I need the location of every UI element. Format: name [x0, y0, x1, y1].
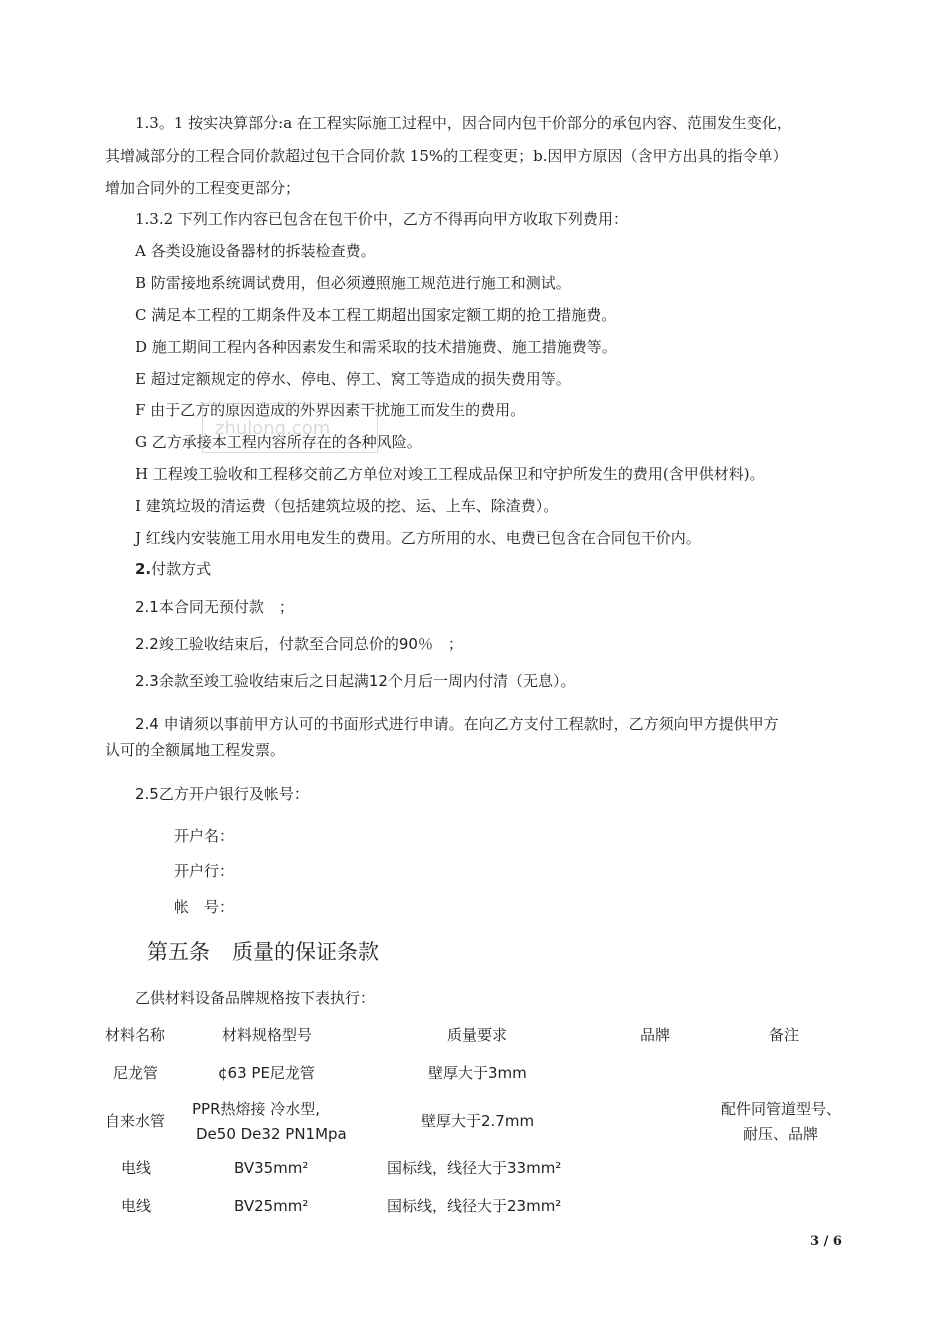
table-header-spec: 材料规格型号 [222, 1026, 313, 1044]
section-5-number: 第五条 [147, 940, 210, 964]
payment-2-3: 2.3余款至竣工验收结束后之日起满12个月后一周内付清（无息）。 [135, 672, 576, 690]
item-a: A 各类设施设备器材的拆装检查费。 [135, 242, 376, 260]
clause-1-3-1-line-3: 增加合同外的工程变更部分； [105, 179, 301, 197]
item-c: C 满足本工程的工期条件及本工程工期超出国家定额工期的抢工措施费。 [135, 306, 617, 324]
table-row-2-spec-line-1: PPR热熔接 冷水型, [192, 1100, 321, 1118]
table-header-name: 材料名称 [105, 1026, 166, 1044]
item-i: I 建筑垃圾的清运费（包括建筑垃圾的挖、运、上车、除渣费）。 [135, 497, 559, 515]
clause-1-3-1-line-2: 其增减部分的工程合同价款超过包干合同价款 15%的工程变更；b.因甲方原因（含甲方出具的指令单） [105, 147, 788, 165]
table-header-brand: 品牌 [640, 1026, 671, 1044]
account-bank-label: 开户行： [174, 862, 235, 880]
payment-2-4-line-2: 认可的全额属地工程发票。 [105, 741, 286, 759]
table-row-3-name: 电线 [121, 1159, 152, 1177]
item-h: H 工程竣工验收和工程移交前乙方单位对竣工工程成品保卫和守护所发生的费用(含甲供材料)。 [135, 465, 765, 483]
table-row-3-quality: 国标线，线径大于33mm² [387, 1159, 562, 1177]
table-row-1-name: 尼龙管 [113, 1064, 159, 1082]
clause-1-3-1-line-1: 1.3。1 按实决算部分:a 在工程实际施工过程中，因合同内包干价部分的承包内容、范围发生变化， [135, 114, 792, 132]
table-row-2-spec-line-2: De50 De32 PN1Mpa [196, 1125, 347, 1143]
table-row-4-name: 电线 [121, 1197, 152, 1215]
table-row-1-quality: 壁厚大于3mm [428, 1064, 527, 1082]
item-e: E 超过定额规定的停水、停电、停工、窝工等造成的损失费用等。 [135, 370, 571, 388]
page-number: 3 / 6 [810, 1234, 842, 1249]
table-row-2-note-line-2: 耐压、品牌 [743, 1125, 819, 1143]
table-row-2-note-line-1: 配件同管道型号、 [721, 1100, 842, 1118]
watermark: zhulong.com [202, 403, 378, 453]
table-row-2-quality: 壁厚大于2.7mm [421, 1112, 535, 1130]
table-row-1-spec: ¢63 PE尼龙管 [218, 1064, 315, 1082]
payment-2-4-line-1: 2.4 申请须以事前甲方认可的书面形式进行申请。在向乙方支付工程款时，乙方须向甲方提供甲方 [135, 715, 779, 733]
table-header-quality: 质量要求 [447, 1026, 508, 1044]
section-5-heading [147, 936, 379, 966]
account-name-label: 开户名： [174, 827, 235, 845]
account-number-label: 帐 号： [174, 898, 235, 916]
item-d: D 施工期间工程内各种因素发生和需采取的技术措施费、施工措施费等。 [135, 338, 617, 356]
section-5-title: 质量的保证条款 [232, 940, 379, 964]
table-intro: 乙供材料设备品牌规格按下表执行： [135, 989, 376, 1007]
item-b: B 防雷接地系统调试费用，但必须遵照施工规范进行施工和测试。 [135, 274, 571, 292]
item-f: F 由于乙方的原因造成的外界因素干扰施工而发生的费用。 [135, 401, 526, 419]
payment-2-5: 2.5乙方开户银行及帐号： [135, 785, 309, 803]
payment-heading [135, 559, 211, 579]
table-row-4-spec: BV25mm² [234, 1197, 309, 1215]
payment-2-1: 2.1本合同无预付款 ； [135, 598, 294, 616]
table-header-note: 备注 [769, 1026, 800, 1044]
payment-heading-number: 2. [135, 560, 152, 578]
clause-1-3-2: 1.3.2 下列工作内容已包含在包干价中，乙方不得再向甲方收取下列费用： [135, 210, 628, 228]
item-j: J 红线内安装施工用水用电发生的费用。乙方所用的水、电费已包含在合同包干价内。 [135, 529, 701, 547]
payment-heading-text: 付款方式 [151, 560, 212, 578]
item-g: G 乙方承接本工程内容所存在的各种风险。 [135, 433, 422, 451]
payment-2-2: 2.2竣工验收结束后，付款至合同总价的90％ ； [135, 635, 463, 653]
table-row-4-quality: 国标线，线径大于23mm² [387, 1197, 562, 1215]
table-row-3-spec: BV35mm² [234, 1159, 309, 1177]
table-row-2-name: 自来水管 [105, 1112, 166, 1130]
